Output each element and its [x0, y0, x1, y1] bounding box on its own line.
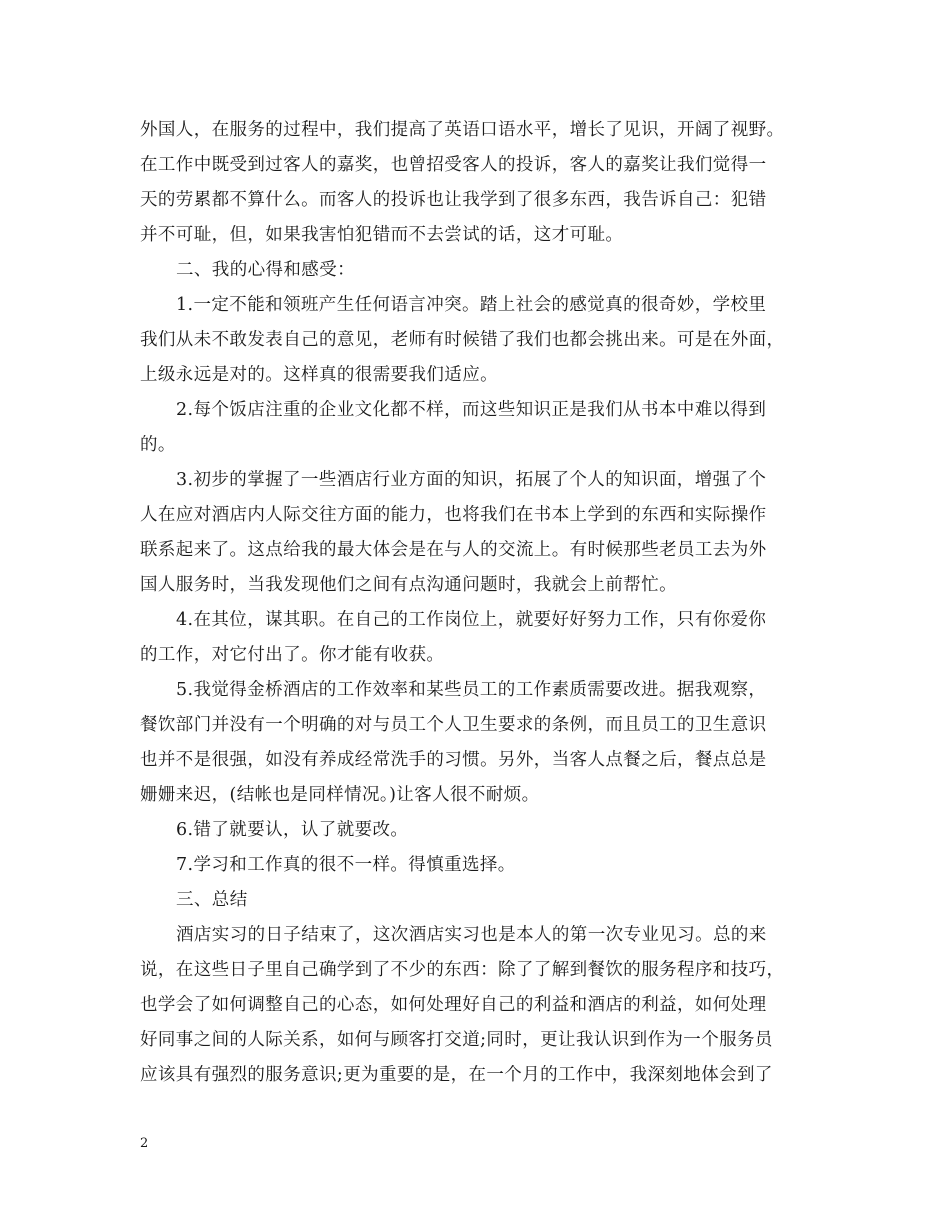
text-line: 的。 — [140, 435, 176, 455]
text-line: 说，在这些日子里自己确学到了不少的东西：除了了解到餐饮的服务程序和技巧， — [140, 960, 785, 980]
text-line: 在工作中既受到过客人的嘉奖，也曾招受客人的投诉，客人的嘉奖让我们觉得一 — [140, 155, 767, 175]
section-heading: 三、总结 — [176, 890, 248, 910]
text-line: 5.我觉得金桥酒店的工作效率和某些员工的工作素质需要改进。据我观察， — [176, 680, 767, 700]
text-line: 4.在其位，谋其职。在自己的工作岗位上，就要好好努力工作，只有你爱你 — [176, 610, 767, 630]
text-line: 也并不是很强，如没有养成经常洗手的习惯。另外，当客人点餐之后，餐点总是 — [140, 750, 767, 770]
text-line: 3.初步的掌握了一些酒店行业方面的知识，拓展了个人的知识面，增强了个 — [176, 470, 767, 490]
text-line: 餐饮部门并没有一个明确的对与员工个人卫生要求的条例，而且员工的卫生意识 — [140, 715, 767, 735]
text-line: 7.学习和工作真的很不一样。得慎重选择。 — [176, 855, 516, 875]
text-line: 应该具有强烈的服务意识;更为重要的是，在一个月的工作中，我深刻地体会到了 — [140, 1065, 773, 1085]
text-line: 并不可耻，但，如果我害怕犯错而不去尝试的话，这才可耻。 — [140, 225, 624, 245]
text-line: 国人服务时，当我发现他们之间有点沟通问题时，我就会上前帮忙。 — [140, 575, 677, 595]
text-line: 天的劳累都不算什么。而客人的投诉也让我学到了很多东西，我告诉自己：犯错 — [140, 190, 767, 210]
text-line: 联系起来了。这点给我的最大体会是在与人的交流上。有时候那些老员工去为外 — [140, 540, 767, 560]
text-line: 上级永远是对的。这样真的很需要我们适应。 — [140, 365, 498, 385]
text-line: 也学会了如何调整自己的心态，如何处理好自己的利益和酒店的利益，如何处理 — [140, 995, 767, 1015]
page-number: 2 — [140, 1136, 149, 1151]
text-line: 的工作，对它付出了。你才能有收获。 — [140, 645, 445, 665]
text-line: 1.一定不能和领班产生任何语言冲突。踏上社会的感觉真的很奇妙，学校里 — [176, 295, 767, 315]
text-line: 我们从未不敢发表自己的意见，老师有时候错了我们也都会挑出来。可是在外面， — [140, 330, 785, 350]
text-line: 2.每个饭店注重的企业文化都不样，而这些知识正是我们从书本中难以得到 — [176, 400, 767, 420]
text-line: 好同事之间的人际关系，如何与顾客打交道;同时，更让我认识到作为一个服务员 — [140, 1030, 773, 1050]
section-heading: 二、我的心得和感受： — [176, 260, 355, 280]
text-line: 人在应对酒店内人际交往方面的能力，也将我们在书本上学到的东西和实际操作 — [140, 505, 767, 525]
text-line: 6.错了就要认，认了就要改。 — [176, 820, 409, 840]
text-line: 外国人，在服务的过程中，我们提高了英语口语水平，增长了见识，开阔了视野。 — [140, 120, 785, 140]
text-line: 酒店实习的日子结束了，这次酒店实习也是本人的第一次专业见习。总的来 — [176, 925, 767, 945]
text-line: 姗姗来迟，(结帐也是同样情况。)让客人很不耐烦。 — [140, 785, 540, 805]
